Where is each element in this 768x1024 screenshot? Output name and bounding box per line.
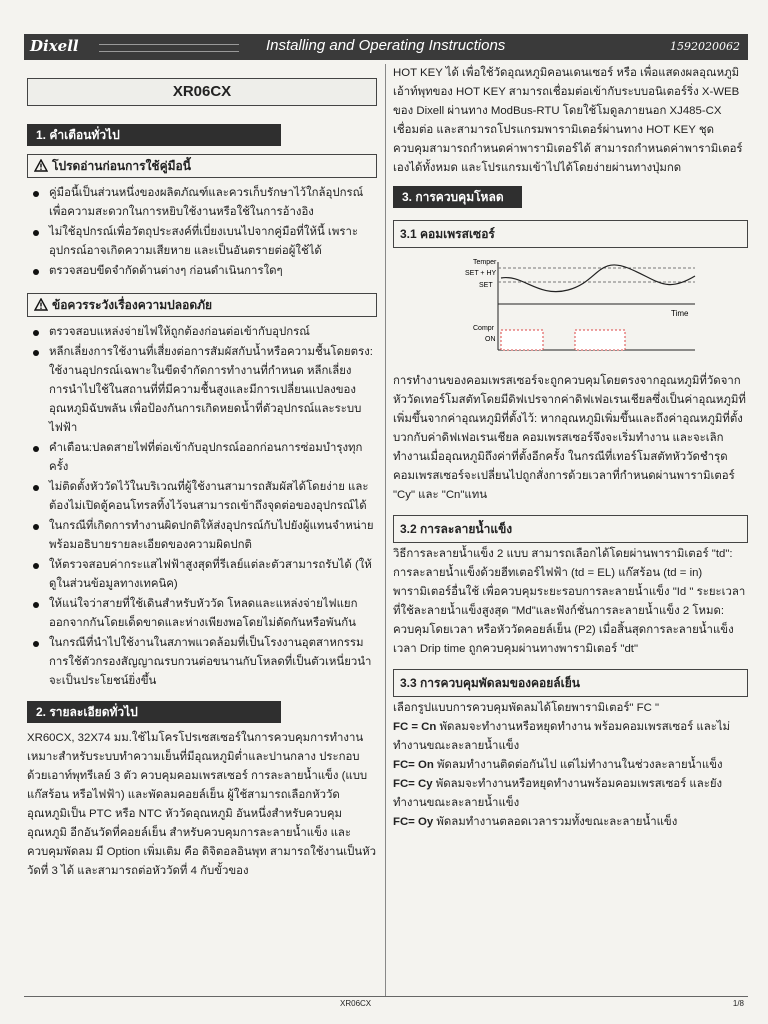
subsection-3-2-text: วิธีการละลายน้ำแข็ง 2 แบบ สามารถเลือกได้โดยผ่านพารามิเตอร์ "td": การละลายน้ำแข็งด้วยฮีทเตอร์ไฟฟ้า (td = EL) แก๊สร้อน (td = in) พารามิเตอร์อื่นใช้ เพื่อควบคุมระยะรอบการละลายน้ำแข็ง "Id " ระยะเวลาที่ใช้ละลายน้ำแข็งสูงสุด "Md"และฟังก์ชั่นการละลายน้ำแข็ง 2 โหมด: ควบคุมโดยเวลา หรือหัววัดคอยล์เย็น (P2) เมื่อสิ้นสุดการละลายน้ำแข็งเวลา Drip time ถูกควบคุมผ่านทางพารามิเตอร์ "dt": [393, 548, 746, 655]
page-number: 1/8: [732, 999, 744, 1008]
list-item: ไม่ใช้อุปกรณ์เพื่อวัตถุประสงค์ที่เบี่ยงเบนไปจากคู่มือที่ให้นี้ เพราะอุปกรณ์อาจเกิดความเสียหาย และเป็นอันตรายต่อผู้ใช้ได้: [27, 223, 377, 261]
subsection-3-1-heading: 3.1 คอมเพรสเซอร์: [393, 220, 748, 248]
bullet-icon: [33, 641, 39, 647]
dixell-logo: Dixell: [30, 37, 79, 55]
subsection-3-3-heading: 3.3 การควบคุมพัดลมของคอยล์เย็น: [393, 669, 748, 697]
fc-option: FC= On พัดลมทำงานติดต่อกันไป แต่ไม่ทำงานในช่วงละลายน้ำแข็ง: [393, 759, 723, 771]
column-divider: [385, 64, 386, 996]
bullet-icon: [33, 191, 39, 197]
left-column: [27, 64, 377, 881]
compressor-on-period: [501, 330, 543, 350]
temperature-curve: [501, 265, 695, 292]
compressor-on-period: [575, 330, 625, 350]
warning-title: ข้อควรระวังเรื่องความปลอดภัย: [52, 298, 213, 312]
list-item: คู่มือนี้เป็นส่วนหนึ่งของผลิตภัณฑ์และควรเก็บรักษาไว้ใกล้อุปกรณ์ เพื่อความสะดวกในการหยิบใช้งานหรือใช้ในการอ้างอิง: [27, 184, 377, 222]
bullet-icon: [33, 524, 39, 530]
fc-option: FC = Cn พัดลมจะทำงานหรือหยุดทำงาน พร้อมคอมเพรสเซอร์ และไม่ทำงานขณะละลายน้ำแข็ง: [393, 721, 731, 752]
bullet-icon: [33, 269, 39, 275]
header-decoration: [99, 44, 239, 52]
section-2-text: XR60CX, 32X74 มม.ใช้ไมโครโปรเซสเซอร์ในการควบคุมการทำงาน เหมาะสำหรับระบบทำความเย็นที่มีอุณหภูมิต่ำและปานกลาง ประกอบด้วยเอาท์พุทรีเลย์ 3 ตัว ควบคุมคอมเพรสเซอร์ การละลายน้ำแข็ง (แบบแก๊สร้อน หรือไฟฟ้า) และพัดลมคอยล์เย็น ผู้ใช้สามารถเลือกหัววัดอุณหภูมิเป็น PTC หรือ NTC หัววัดอุณหภูมิ อันหนึ่งสำหรับควบคุมอุณหภูมิ อีกอันวัดที่คอยล์เย็น สำหรับควบคุมการละลายน้ำแข็ง และควบคุมพัดลม มี Option เพิ่มเติม คือ ดิจิตอลอินพุท สามารถใช้งานเป็นหัววัดที่ 3 ได้ และสามารถต่อหัววัดที่ 4 กับขั้วของ: [27, 732, 377, 877]
fc-option: FC= Cy พัดลมจะทำงานหรือหยุดทำงานพร้อมคอมเพรสเซอร์ และยังทำงานขณะละลายน้ำแข็ง: [393, 778, 723, 809]
bullet-icon: [33, 602, 39, 608]
right-column: [393, 64, 748, 832]
compressor-diagram: [393, 254, 748, 366]
warning-list-1: [27, 184, 377, 281]
section-2-heading: 2. รายละเอียดทั่วไป: [27, 701, 281, 723]
list-item: ไม่ติดตั้งหัววัดไว้ในบริเวณที่ผู้ใช้งานสามารถสัมผัสได้โดยง่าย และต้องไม่เปิดตู้คอนโทรลทิ้งไว้จนสามารถเข้าถึงจุดต่อของอุปกรณ์ได้: [27, 478, 377, 516]
bullet-icon: [33, 330, 39, 336]
bullet-icon: [33, 350, 39, 356]
list-item: หลีกเลี่ยงการใช้งานที่เสี่ยงต่อการสัมผัสกับน้ำหรือความชื้นโดยตรง: ใช้งานอุปกรณ์เฉพาะในขีดจำกัดการทำงานที่กำหนด หลีกเลี่ยงการนำไปใช้ในสถานที่ที่มีความชื้นสูงและมีการเปลี่ยนแปลงของอุณหภูมิฉับพลัน เพื่อป้องกันการเกิดหยดน้ำที่ตัวอุปกรณ์และระบบไฟฟ้า: [27, 343, 377, 438]
list-item: ให้ตรวจสอบค่ากระแสไฟฟ้าสูงสุดที่รีเลย์แต่ละตัวสามารถรับได้ (ให้ดูในส่วนข้อมูลทางเทคนิค): [27, 556, 377, 594]
intro-text: HOT KEY ได้ เพื่อใช้วัดอุณหภูมิคอนเดนเซอร์ หรือ เพื่อแสดงผลอุณหภูมิ เอ้าท์พุทของ HOT KEY สามารถเชื่อมต่อเข้ากับระบบอนิเตอร์ริ่ง X-WEB ของ Dixell ผ่านทาง ModBus-RTU โดยใช้โมดูลภายนอก XJ485-CX เชื่อมต่อ และสามารถโปรแกรมพารามิเตอร์ผ่านทาง HOT KEY ชุดควบคุมสามารถกำหนดค่าพารามิเตอร์ได้ สามารถกำหนดค่าพารามิเตอร์เองได้ทั้งหมด และโปรแกรมเข้าไปได้โดยง่ายผ่านทางปุ่มกด: [393, 67, 743, 174]
warning-icon: [34, 298, 48, 311]
list-item: ตรวจสอบขีดจำกัดด้านต่างๆ ก่อนดำเนินการใดๆ: [27, 262, 377, 281]
bullet-icon: [33, 563, 39, 569]
warning-title: โปรดอ่านก่อนการใช้คู่มือนี้: [52, 159, 191, 173]
footer-product: XR06CX: [340, 999, 372, 1008]
diagram-label-on: ON: [485, 336, 496, 343]
document-number: 1592020062: [670, 40, 740, 53]
subsection-3-2-heading: 3.2 การละลายน้ำแข็ง: [393, 515, 748, 543]
section-3-heading: 3. การควบคุมโหลด: [393, 186, 522, 208]
warning-box-read-first: [27, 154, 377, 178]
diagram-label-time: Time: [671, 309, 689, 318]
diagram-label-compr: Compr: [473, 325, 495, 332]
fc-option: FC= Oy พัดลมทำงานตลอดเวลารวมทั้งขณะละลายน้ำแข็ง: [393, 816, 678, 828]
list-item: ในกรณีที่เกิดการทำงานผิดปกติให้ส่งอุปกรณ์กับไปยังผู้แทนจำหน่ายพร้อมอธิบายรายละเอียดของความผิดปกติ: [27, 517, 377, 555]
bullet-icon: [33, 230, 39, 236]
bullet-icon: [33, 485, 39, 491]
product-name: XR06CX: [27, 78, 377, 106]
footer-rule: [24, 996, 748, 997]
diagram-label-temper: Temper: [473, 259, 497, 266]
warning-icon: [34, 159, 48, 172]
diagram-label-set-hy: SET + HY: [465, 270, 497, 277]
warning-box-safety: [27, 293, 377, 317]
document-title: Installing and Operating Instructions: [266, 37, 506, 54]
header-bar: [24, 34, 748, 60]
list-item: ในกรณีที่นำไปใช้งานในสภาพแวดล้อมที่เป็นโรงงานอุตสาหกรรม การใช้ตัวกรองสัญญาณรบกวนต่อขนานกับโหลดที่เป็นตัวเหนี่ยวนำจะเป็นประโยชน์ยิ่งขึ้น: [27, 634, 377, 691]
warning-list-2: [27, 323, 377, 691]
bullet-icon: [33, 446, 39, 452]
subsection-3-3-intro: เลือกรูปแบบการควบคุมพัดลมได้โดยพารามิเตอร์" FC ": [393, 702, 660, 714]
subsection-3-1-text: การทำงานของคอมเพรสเซอร์จะถูกควบคุมโดยตรงจากอุณหภูมิที่วัดจากหัววัดเทอร์โมสตัทโดยมีดิฟเปรจากค่าดิฟเฟอเรนเชียลซึ่งเป็นค่าอุณหภูมิที่เพิ่มขึ้นจากค่าอุณหภูมิที่ตั้งไว้: หากอุณหภูมิเพิ่มขึ้นและถึงค่าอุณหภูมิที่ตั้งบวกกับค่าดิฟเฟอเรนเชียล คอมเพรสเซอร์จึงจะเริ่มทำงาน และจะเลิกทำงานเมื่ออุณหภูมิถึงค่าที่ตั้งอีกครั้ง ในกรณีที่เทอร์โมสตัทหัววัดชำรุด คอมเพรสเซอร์จะเปลี่ยนไปถูกสั่งการด้วยเวลาที่กำหนดผ่านพารามิเตอร์ "Cy" และ "Cn"แทน: [393, 375, 746, 501]
list-item: คำเตือน:ปลดสายไฟที่ต่อเข้ากับอุปกรณ์ออกก่อนการซ่อมบำรุงทุกครั้ง: [27, 439, 377, 477]
list-item: ตรวจสอบแหล่งจ่ายไฟให้ถูกต้องก่อนต่อเข้ากับอุปกรณ์: [27, 323, 377, 342]
list-item: ให้แน่ใจว่าสายที่ใช้เดินสำหรับหัววัด โหลดและแหล่งจ่ายไฟแยกออกจากกันโดยเด็ดขาดและห่างเพียงพอโดยไม่ตัดกันหรือพันกัน: [27, 595, 377, 633]
diagram-label-set: SET: [479, 282, 493, 289]
section-1-heading: 1. คำเตือนทั่วไป: [27, 124, 281, 146]
